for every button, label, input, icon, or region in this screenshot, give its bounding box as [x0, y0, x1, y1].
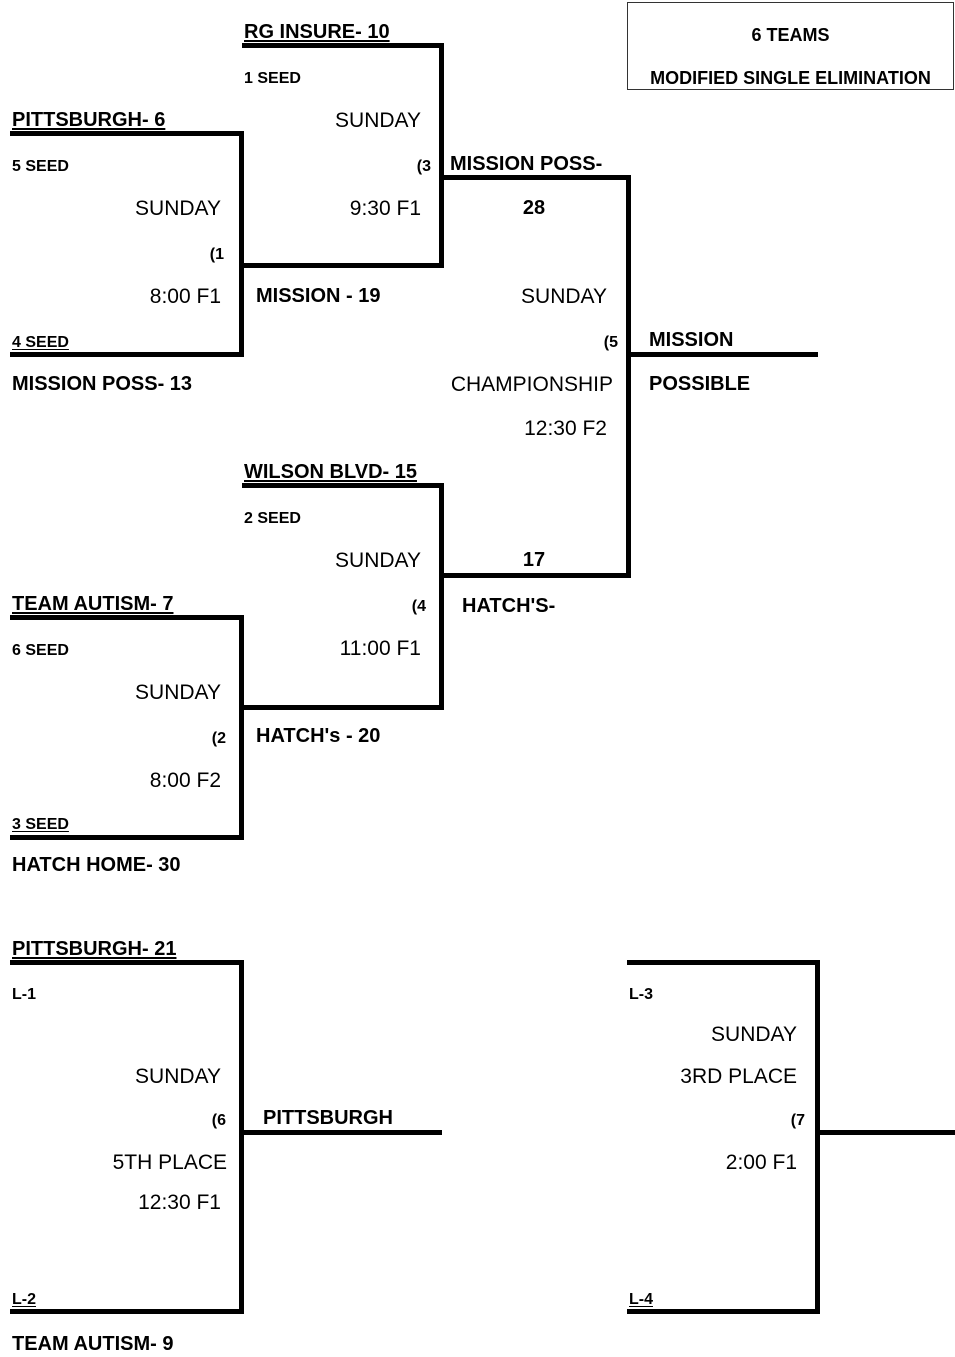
game1-top-seed: 5 SEED	[12, 158, 69, 175]
game4-time-field: 11:00 F1	[339, 637, 421, 660]
game1-bottom-line	[10, 352, 244, 357]
bracket-format: MODIFIED SINGLE ELIMINATION	[650, 68, 931, 88]
game4-day: SUNDAY	[335, 549, 421, 572]
teams-count: 6 TEAMS	[751, 25, 830, 45]
game6-winner-line	[239, 1130, 442, 1135]
tournament-info-box	[627, 2, 954, 90]
game2-bottom-seed: 3 SEED	[12, 816, 69, 833]
game2-top-line	[10, 615, 244, 620]
game6-winner: PITTSBURGH	[263, 1107, 393, 1129]
game6-time-field: 12:30 F1	[138, 1191, 221, 1214]
game7-label: 3RD PLACE	[680, 1065, 797, 1088]
game1-top-team: PITTSBURGH- 6	[12, 109, 166, 131]
game3-winner-line	[439, 175, 631, 180]
game7-winner-line	[815, 1130, 955, 1135]
game6-top-seed: L-1	[12, 986, 36, 1003]
game7-day: SUNDAY	[711, 1023, 797, 1046]
game2-time-field: 8:00 F2	[149, 769, 221, 792]
game1-day: SUNDAY	[135, 197, 221, 220]
game2-day: SUNDAY	[135, 681, 221, 704]
game1-top-line	[10, 131, 244, 136]
game7-time-field: 2:00 F1	[725, 1151, 797, 1174]
game1-bottom-team: MISSION POSS- 13	[12, 373, 193, 395]
game4-winner-line	[439, 573, 631, 578]
game7-vertical-line	[815, 960, 820, 1314]
champion-name-line2: POSSIBLE	[649, 373, 751, 395]
game1-winner-line	[239, 263, 444, 268]
game7-top-seed: L-3	[629, 986, 653, 1003]
game4-top-line	[242, 483, 444, 488]
game3-winner-name: MISSION POSS-	[450, 153, 603, 175]
game3-vertical-line	[439, 43, 444, 268]
game2-bottom-line	[10, 835, 244, 840]
game4-top-seed: 2 SEED	[244, 510, 301, 527]
game2-winner-line	[239, 705, 444, 710]
game1-number: (1	[209, 246, 224, 263]
game3-top-line	[242, 43, 444, 48]
game5-time-field: 12:30 F2	[524, 417, 607, 440]
game2-winner: HATCH's - 20	[256, 725, 381, 747]
game4-number: (4	[411, 598, 426, 615]
game6-bottom-team: TEAM AUTISM- 9	[12, 1333, 174, 1355]
game5-day: SUNDAY	[521, 285, 607, 308]
game3-top-team: RG INSURE- 10	[244, 21, 390, 43]
game6-top-line	[10, 960, 244, 965]
champion-line	[626, 352, 818, 357]
game4-top-team: WILSON BLVD- 15	[244, 461, 417, 483]
game3-number: (3	[416, 158, 431, 175]
game1-bottom-seed: 4 SEED	[12, 334, 69, 351]
game7-bottom-line	[627, 1309, 820, 1314]
game3-top-seed: 1 SEED	[244, 70, 301, 87]
game3-time-field: 9:30 F1	[349, 197, 421, 220]
champion-name-line1: MISSION	[649, 329, 734, 351]
game5-vertical-line	[626, 175, 631, 578]
game2-number: (2	[211, 730, 226, 747]
game5-number: (5	[603, 334, 618, 351]
game6-bottom-seed: L-2	[12, 1291, 36, 1308]
game1-winner: MISSION - 19	[256, 285, 381, 307]
game3-day: SUNDAY	[335, 109, 421, 132]
game7-number: (7	[790, 1112, 805, 1129]
game4-winner-score: 17	[522, 549, 546, 571]
game1-time-field: 8:00 F1	[149, 285, 221, 308]
game4-vertical-line	[439, 483, 444, 710]
game2-top-seed: 6 SEED	[12, 642, 69, 659]
game7-top-line	[627, 960, 820, 965]
game7-bottom-seed: L-4	[629, 1291, 653, 1308]
game6-bottom-line	[10, 1309, 244, 1314]
game2-top-team: TEAM AUTISM- 7	[12, 593, 174, 615]
game1-vertical-line	[239, 131, 244, 357]
game3-winner-score: 28	[522, 197, 546, 219]
game6-day: SUNDAY	[135, 1065, 221, 1088]
game5-label: CHAMPIONSHIP	[450, 373, 613, 396]
game6-top-team: PITTSBURGH- 21	[12, 938, 177, 960]
game6-label: 5TH PLACE	[112, 1151, 227, 1174]
game2-bottom-team: HATCH HOME- 30	[12, 854, 181, 876]
game4-winner-name: HATCH'S-	[462, 595, 556, 617]
game6-vertical-line	[239, 960, 244, 1314]
game6-number: (6	[211, 1112, 226, 1129]
game2-vertical-line	[239, 615, 244, 840]
